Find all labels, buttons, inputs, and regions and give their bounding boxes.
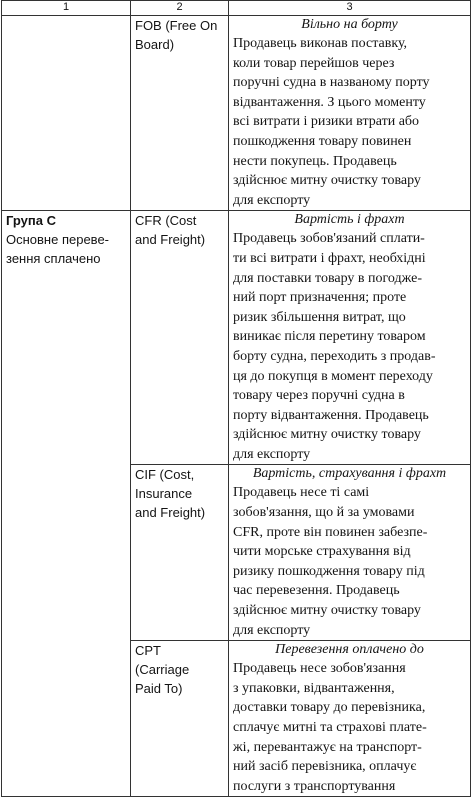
term-line: and Freight): [135, 232, 206, 248]
group-cell-empty: [2, 16, 131, 211]
term-cell: [131, 211, 229, 465]
description-cell: [229, 211, 471, 465]
description-line: коли товар перейшов через: [233, 55, 395, 71]
description-line: доставки товару до перевізника,: [233, 700, 426, 716]
table-row: [2, 16, 471, 211]
term-line: Insurance: [135, 486, 193, 502]
term-line: Board): [135, 37, 175, 52]
description-line: сплачує митні та страхові плате-: [233, 720, 427, 735]
term-cell: [131, 641, 229, 797]
description-line: виникає після перетину товаром: [233, 329, 426, 345]
description-line: ризику пошкодження товару під: [233, 563, 425, 579]
group-subtitle-line: Основне переве-: [6, 232, 109, 248]
description-cell: [229, 465, 471, 641]
description-line: послуги з транспортування: [233, 778, 396, 794]
term-line: CIF (Cost,: [135, 467, 195, 483]
description-line: ти всі витрати і фрахт, необхідні: [233, 250, 426, 266]
description-line: Продавець виконав поставку,: [233, 36, 408, 51]
term-line: FOB (Free On: [135, 18, 218, 33]
term-line: and Freight): [135, 505, 206, 521]
description-line: товару через поручні судна в: [233, 388, 405, 404]
description-line: здійснює митну очистку товару: [233, 173, 421, 189]
group-title: Група C: [6, 213, 56, 229]
description-line: ризик збільшення витрат, що: [233, 309, 406, 325]
description-line: з упаковки, відвантаження,: [233, 680, 395, 696]
description-line: відвантаження. З цього моменту: [233, 94, 426, 110]
description-line: здійснює митну очистку товару: [233, 427, 421, 443]
term-title: Вартість і фрахт: [294, 212, 405, 228]
description-line: Продавець несе ті самі: [233, 485, 370, 501]
description-line: всі витрати і ризики втрати або: [233, 114, 420, 130]
description-line: ний засіб перевізника, оплачує: [233, 759, 417, 775]
description-line: чити морське страхування від: [233, 544, 411, 560]
column-header-2: 2: [131, 1, 229, 16]
description-line: ця до покупця в момент переходу: [233, 368, 433, 384]
group-subtitle-line: зення сплачено: [6, 251, 101, 267]
description-line: борту судна, переходить з продав-: [233, 348, 436, 364]
description-line: для поставки товару в погодже-: [233, 270, 422, 286]
description-line: порту відвантаження. Продавець: [233, 407, 429, 423]
group-cell: [2, 211, 131, 797]
term-line: Paid To): [135, 681, 183, 697]
description-line: зобов'язання, що й за умовами: [233, 505, 415, 521]
description-line: ний порт призначення; проте: [233, 290, 407, 306]
table-body: [2, 16, 471, 797]
description-line: для експорту: [233, 622, 311, 638]
description-line: поручні судна в названому порту: [233, 75, 430, 91]
column-header-1: 1: [2, 1, 131, 16]
description-line: для експорту: [233, 446, 311, 462]
description-line: для експорту: [233, 192, 311, 208]
term-line: (Carriage: [135, 662, 190, 678]
description-line: нести покупець. Продавець: [233, 153, 397, 169]
term-title: Вільно на борту: [301, 17, 398, 32]
incoterms-table: [1, 0, 471, 797]
term-title: Вартість, страхування і фрахт: [252, 466, 447, 482]
description-line: час перевезення. Продавець: [233, 583, 400, 599]
description-cell: [229, 641, 471, 797]
column-header-3: 3: [229, 1, 471, 16]
description-cell: [229, 16, 471, 211]
description-line: Продавець несе зобов'язання: [233, 661, 406, 677]
term-title: Перевезення оплачено до: [275, 642, 424, 658]
term-cell: [131, 16, 229, 211]
description-line: CFR, проте він повинен забезпе-: [233, 524, 428, 540]
table-row: [2, 211, 471, 465]
term-line: CPT: [135, 643, 161, 659]
description-line: пошкодження товару повинен: [233, 133, 412, 149]
description-line: здійснює митну очистку товару: [233, 603, 421, 619]
header-row: [2, 1, 471, 16]
term-line: CFR (Cost: [135, 213, 197, 229]
description-line: Продавець зобов'язаний сплати-: [233, 231, 425, 247]
description-line: жі, перевантажує на транспорт-: [233, 739, 422, 755]
term-cell: [131, 465, 229, 641]
